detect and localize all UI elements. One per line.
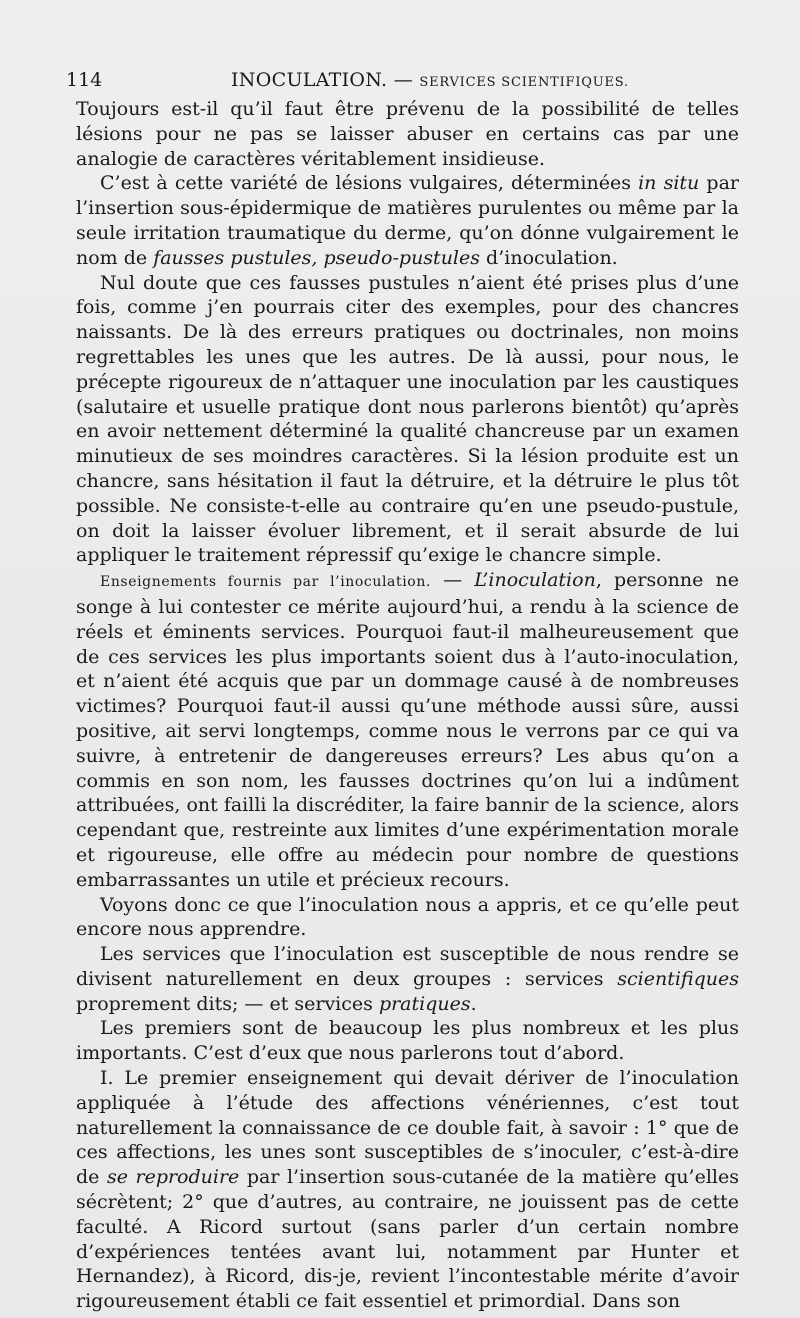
- paragraph-8: I. Le premier enseignement qui devait dériver de l’inoculation appliquée à l’étude des affections vénériennes, c’est tout naturellement la connaissance de ce double fait, à savoir : 1° que de ces affections, les unes sont susceptibles de s’inoculer, c’est-à-dire de se reproduire par l’insertion sous-cutanée de la matière qu’elles sécrètent; 2° que d’autres, au contraire, ne jouissent pas de cette faculté. A Ricord surtout (sans parler d’un certain nombre d’expériences tentées avant lui, notamment par Hunter et Hernandez), à Ricord, dis-je, revient l’incontestable mérite d’avoir rigoureusement établi ce fait essentiel et primordial. Dans son: [76, 1067, 739, 1313]
- section-heading: Enseignements fournis par l’inoculation.: [100, 574, 431, 591]
- paragraph-6: Les services que l’inoculation est susceptible de nous rendre se divisent naturellement en deux groupes : services scientifiques proprement dits; — et services pratiques.: [76, 943, 739, 1015]
- page-header: [66, 66, 738, 94]
- paragraph-4: Enseignements fournis par l’inoculation. — L’inoculation, personne ne songe à lui contester ce mérite aujourd’hui, a rendu à la science de réels et éminents services. Pourquoi faut-il malheureusement que de ces services les plus importants soient dus à l’auto-inoculation, et n’aient été acquis que par un dommage causé à de nombreuses victimes? Pourquoi faut-il aussi qu’une méthode aussi sûre, aussi positive, ait servi longtemps, comme nous le verrons par ce qui va suivre, à entretenir de dangereuses erreurs? Les abus qu’on a commis en son nom, les fausses doctrines qu’on lui a indûment attribuées, ont failli la discréditer, la faire bannir de la science, alors cependant que, restreinte aux limites d’une expérimentation morale et rigoureuse, elle offre au médecin pour nombre de questions embarrassantes un utile et précieux recours.: [76, 569, 740, 891]
- running-head-dash: —: [393, 69, 414, 91]
- running-head-title: INOCULATION.: [231, 69, 388, 91]
- running-head-section: SERVICES SCIENTIFIQUES.: [419, 75, 629, 90]
- running-head: [231, 66, 629, 97]
- body-text: [76, 97, 739, 1314]
- paragraph-5: Voyons donc ce que l’inoculation nous a appris, et ce qu’elle peut encore nous apprendre.: [76, 893, 739, 941]
- paragraph-2: C’est à cette variété de lésions vulgaires, déterminées in situ par l’insertion sous-épidermique de matières purulentes ou même par la seule irritation traumatique du derme, qu’on dónne vulgairement le nom de fausses pustules, pseudo-pustules d’inoculation.: [76, 172, 739, 269]
- paragraph-1: Toujours est-il qu’il faut être prévenu de la possibilité de telles lésions pour ne pas se laisser abuser en certains cas par une analogie de caractères véritablement insidieuse.: [76, 98, 739, 170]
- paragraph-3: Nul doute que ces fausses pustules n’aient été prises plus d’une fois, comme j’en pourrais citer des exemples, pour des chancres naissants. De là des erreurs pratiques ou doctrinales, non moins regrettables les unes que les autres. De là aussi, pour nous, le précepte rigoureux de n’attaquer une inoculation par les caustiques (salutaire et usuelle pratique dont nous parlerons bientôt) qu’après en avoir nettement déterminé la qualité chancreuse par un examen minutieux de ses moindres caractères. Si la lésion produite est un chancre, sans hésitation il faut la détruire, et la détruire le plus tôt possible. Ne consiste-t-elle au contraire qu’en une pseudo-pustule, on doit la laisser évoluer librement, et il serait absurde de lui appliquer le traitement répressif qu’exige le chancre simple.: [76, 271, 739, 567]
- page-number: 114: [66, 69, 103, 91]
- paragraph-7: Les premiers sont de beaucoup les plus nombreux et les plus importants. C’est d’eux que nous parlerons tout d’abord.: [76, 1017, 739, 1065]
